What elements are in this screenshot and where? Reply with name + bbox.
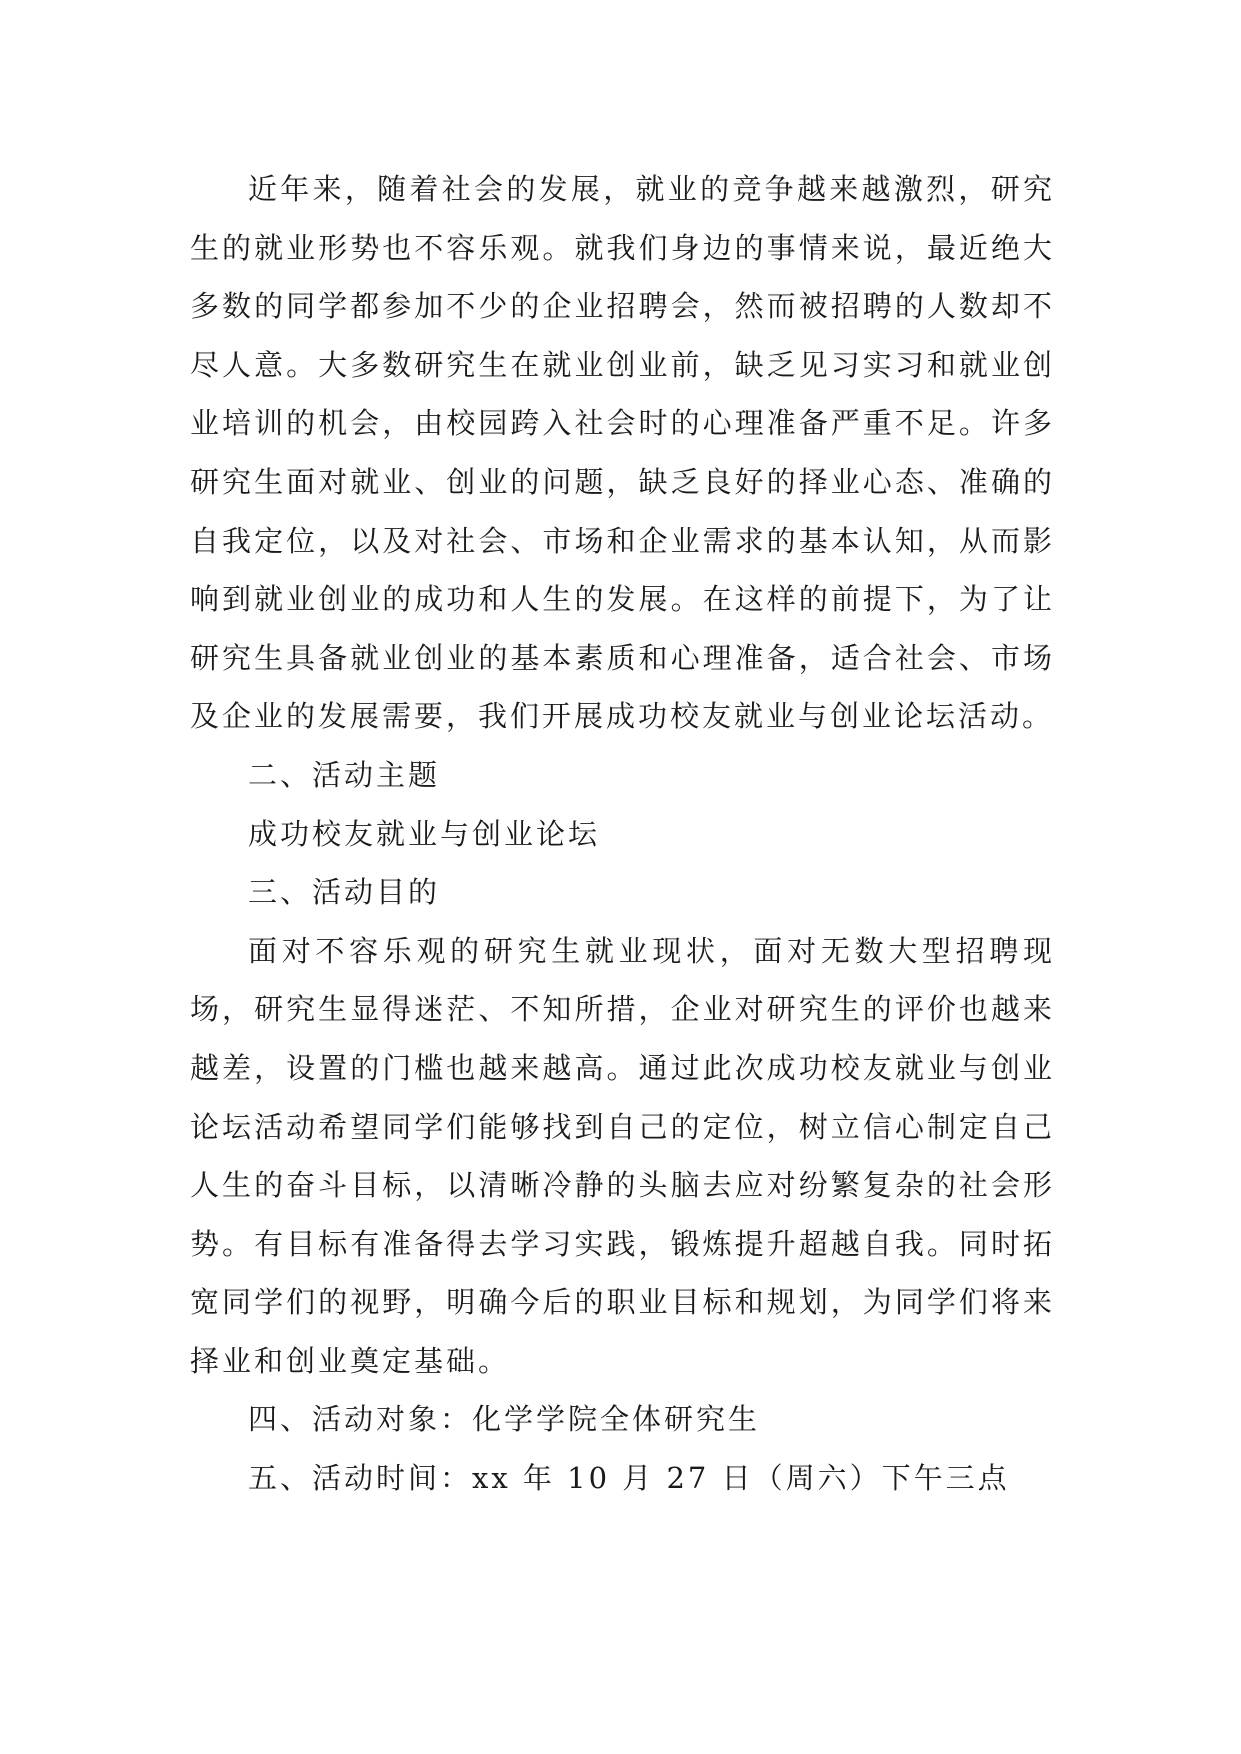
paragraph-activity-time: 五、活动时间：xx 年 10 月 27 日（周六）下午三点 — [248, 1461, 1010, 1496]
document-body — [190, 160, 1055, 1508]
paragraph-activity-target: 四、活动对象：化学学院全体研究生 — [248, 1402, 761, 1437]
paragraph-activity-theme: 成功校友就业与创业论坛 — [248, 816, 601, 851]
heading-activity-purpose: 三、活动目的 — [248, 875, 441, 910]
paragraph-activity-purpose: 面对不容乐观的研究生就业现状，面对无数大型招聘现场，研究生显得迷茫、不知所措，企业对研究生的评价也越来越差，设置的门槛也越来越高。通过此次成功校友就业与创业论坛活动希望同学们能够找到自己的定位，树立信心制定自己人生的奋斗目标，以清晰冷静的头脑去应对纷繁复杂的社会形势。有目标有准备得去学习实践，锻炼提升超越自我。同时拓宽同学们的视野，明确今后的职业目标和规划，为同学们将来择业和创业奠定基础。 — [190, 933, 1055, 1378]
paragraph-background: 近年来，随着社会的发展，就业的竞争越来越激烈，研究生的就业形势也不容乐观。就我们身边的事情来说，最近绝大多数的同学都参加不少的企业招聘会，然而被招聘的人数却不尽人意。大多数研究生在就业创业前，缺乏见习实习和就业创业培训的机会，由校园跨入社会时的心理准备严重不足。许多研究生面对就业、创业的问题，缺乏良好的择业心态、准确的自我定位，以及对社会、市场和企业需求的基本认知，从而影响到就业创业的成功和人生的发展。在这样的前提下，为了让研究生具备就业创业的基本素质和心理准备，适合社会、市场及企业的发展需要，我们开展成功校友就业与创业论坛活动。 — [190, 172, 1055, 734]
heading-activity-theme: 二、活动主题 — [248, 757, 441, 792]
